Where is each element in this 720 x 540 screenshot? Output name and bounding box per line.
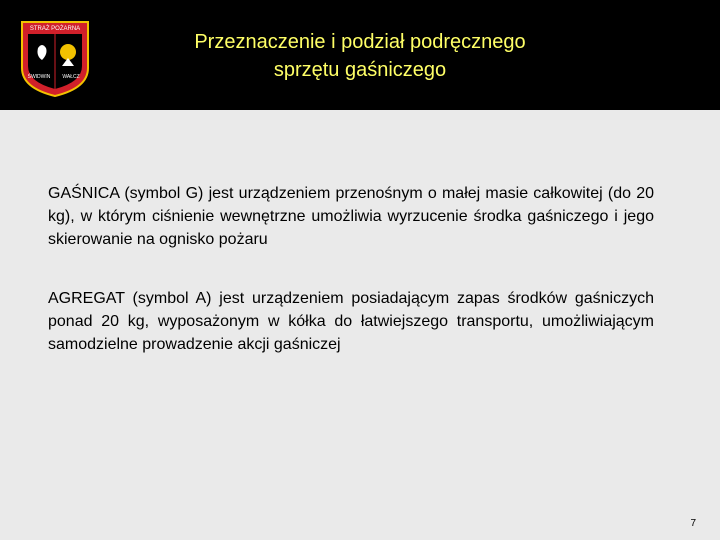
slide-title-line-2: sprzętu gaśniczego — [273, 59, 447, 81]
definition-text: ) jest urządzeniem posiadającym zapas środków gaśniczych ponad 20 kg, wyposażonym w kółka do łatwiejszego transportu, umożliwiającym samodzielne prowadzenie akcji gaśniczej — [48, 290, 655, 353]
definition-text: ) jest urządzeniem przenośnym o małej masie całkowitej (do 20 kg), w którym ciśnienie wewnętrzne umożliwia wyrzucenie środka gaśniczego i jego skierowanie na ognisko pożaru — [48, 185, 654, 248]
fire-brigade-shield-icon — [18, 18, 92, 98]
symbol-letter: G — [185, 185, 199, 202]
slide-content — [0, 110, 720, 540]
logo-text-bottom-left: ŚWIDWIN — [27, 74, 51, 80]
logo-text-bottom-right: WAŁCZ — [62, 74, 80, 80]
slide-title-line-1: Przeznaczenie i podział podręcznego — [194, 31, 526, 53]
slide-title — [110, 28, 610, 84]
term-label: AGREGAT — [48, 290, 125, 307]
definition-paragraph-gasnica — [48, 182, 654, 251]
page-number: 7 — [690, 518, 696, 529]
term-label: GAŚNICA — [48, 185, 120, 202]
definition-paragraph-agregat — [48, 287, 654, 356]
logo-text-top: STRAŻ POŻARNA — [29, 26, 81, 32]
slide-header — [0, 0, 720, 110]
symbol-letter: A — [195, 290, 207, 307]
symbol-prefix-text: (symbol — [124, 290, 196, 307]
symbol-prefix-text: (symbol — [119, 185, 186, 202]
